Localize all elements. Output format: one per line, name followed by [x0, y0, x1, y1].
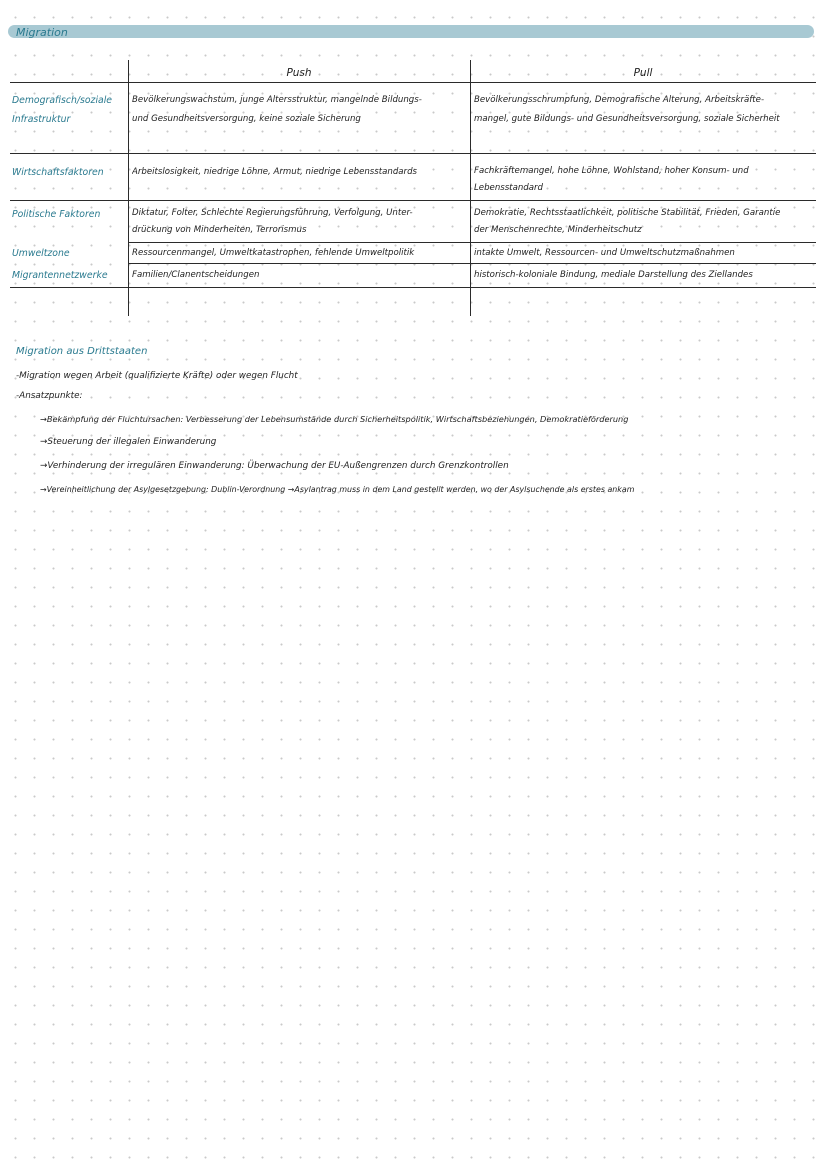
cell-line: Ressourcenmangel, Umweltkatastrophen, fehlende Umweltpolitik	[132, 248, 415, 258]
cell-push-netzwerke	[132, 266, 468, 285]
cell-line: Arbeitslosigkeit, niedrige Löhne, Armut, niedrige Lebensstandards	[132, 167, 418, 177]
row-label-line: Migrantennetzwerke	[12, 270, 108, 281]
table-rule	[10, 82, 816, 83]
push-pull-table	[10, 60, 816, 316]
cell-line: drückung von Minderheiten, Terrorismus	[132, 225, 307, 235]
note-line: -Ansatzpunkte:	[16, 391, 83, 401]
row-label-wirtschaft	[12, 163, 104, 182]
row-label-line: Politische Faktoren	[12, 209, 101, 220]
column-header-pull: Pull	[633, 67, 653, 79]
table-rule	[10, 153, 816, 154]
cell-line: Lebensstandard	[474, 183, 544, 193]
row-label-politik	[12, 205, 100, 224]
cell-line: der Menschenrechte, Minderheitschutz	[474, 225, 642, 235]
cell-line: mangel, gute Bildungs- und Gesundheitsversorgung, soziale Sicherheit	[474, 114, 780, 124]
row-label-netzwerke	[12, 266, 108, 285]
cell-line: Bevölkerungsschrumpfung, Demografische Alterung, Arbeitskräfte-	[474, 95, 765, 105]
cell-push-wirtschaft	[132, 163, 468, 182]
cell-line: Fachkräftemangel, hohe Löhne, Wohlstand, hoher Konsum- und	[474, 166, 749, 176]
cell-line: Diktatur, Folter, Schlechte Regierungsführung, Verfolgung, Unter-	[132, 208, 413, 218]
cell-line: intakte Umwelt, Ressourcen- und Umweltschutzmaßnahmen	[474, 248, 735, 258]
cell-line: Bevölkerungswachstum, junge Altersstruktur, mangelnde Bildungs-	[132, 95, 422, 105]
note-line: →Vereinheitlichung der Asylgesetzgebung: Dublin-Verordnung →Asylantrag muss in dem Land gestellt werden, wo der Asylsuchende als erstes ankam	[40, 485, 635, 494]
note-line: -Migration wegen Arbeit (qualifizierte Kräfte) oder wegen Flucht	[16, 371, 298, 381]
row-label-demografisch	[12, 91, 112, 129]
title-highlight-bar	[8, 25, 814, 38]
cell-pull-wirtschaft	[474, 163, 816, 197]
row-label-line: Infrastruktur	[12, 114, 71, 125]
row-label-line: Wirtschaftsfaktoren	[12, 167, 104, 178]
note-line: →Steuerung der illegalen Einwanderung	[40, 437, 217, 447]
cell-line: und Gesundheitsversorgung, keine soziale Sicherung	[132, 114, 361, 124]
note-line: →Verhinderung der irregulären Einwanderung: Überwachung der EU-Außengrenzen durch Grenzkontrollen	[40, 461, 509, 471]
row-label-line: Demografisch/soziale	[12, 95, 113, 106]
cell-pull-netzwerke	[474, 266, 816, 285]
row-label-line: Umweltzone	[12, 248, 70, 259]
section-title: Migration aus Drittstaaten	[16, 346, 148, 357]
table-divider-middle	[470, 60, 471, 316]
cell-push-demografisch	[132, 91, 468, 129]
table-rule	[10, 200, 816, 201]
cell-line: Demokratie, Rechtsstaatlichkeit, politische Stabilität, Frieden, Garantie	[474, 208, 781, 218]
row-label-umwelt	[12, 244, 70, 263]
page-title: Migration	[16, 26, 68, 39]
note-line: →Bekämpfung der Fluchtursachen: Verbesserung der Lebensumstände durch Sicherheitspolitik, Wirtschaftsbeziehungen, Demokratieförderung	[40, 414, 629, 424]
cell-line: historisch-koloniale Bindung, mediale Darstellung des Ziellandes	[474, 270, 753, 280]
cell-push-umwelt	[132, 244, 468, 263]
cell-line: Familien/Clanentscheidungen	[132, 270, 260, 280]
cell-pull-umwelt	[474, 244, 816, 263]
table-rule	[10, 287, 816, 288]
cell-pull-demografisch	[474, 91, 816, 129]
column-header-push: Push	[286, 67, 312, 79]
cell-pull-politik	[474, 205, 816, 239]
cell-push-politik	[132, 205, 468, 239]
table-divider-left	[128, 60, 129, 316]
table-rule	[128, 263, 816, 264]
